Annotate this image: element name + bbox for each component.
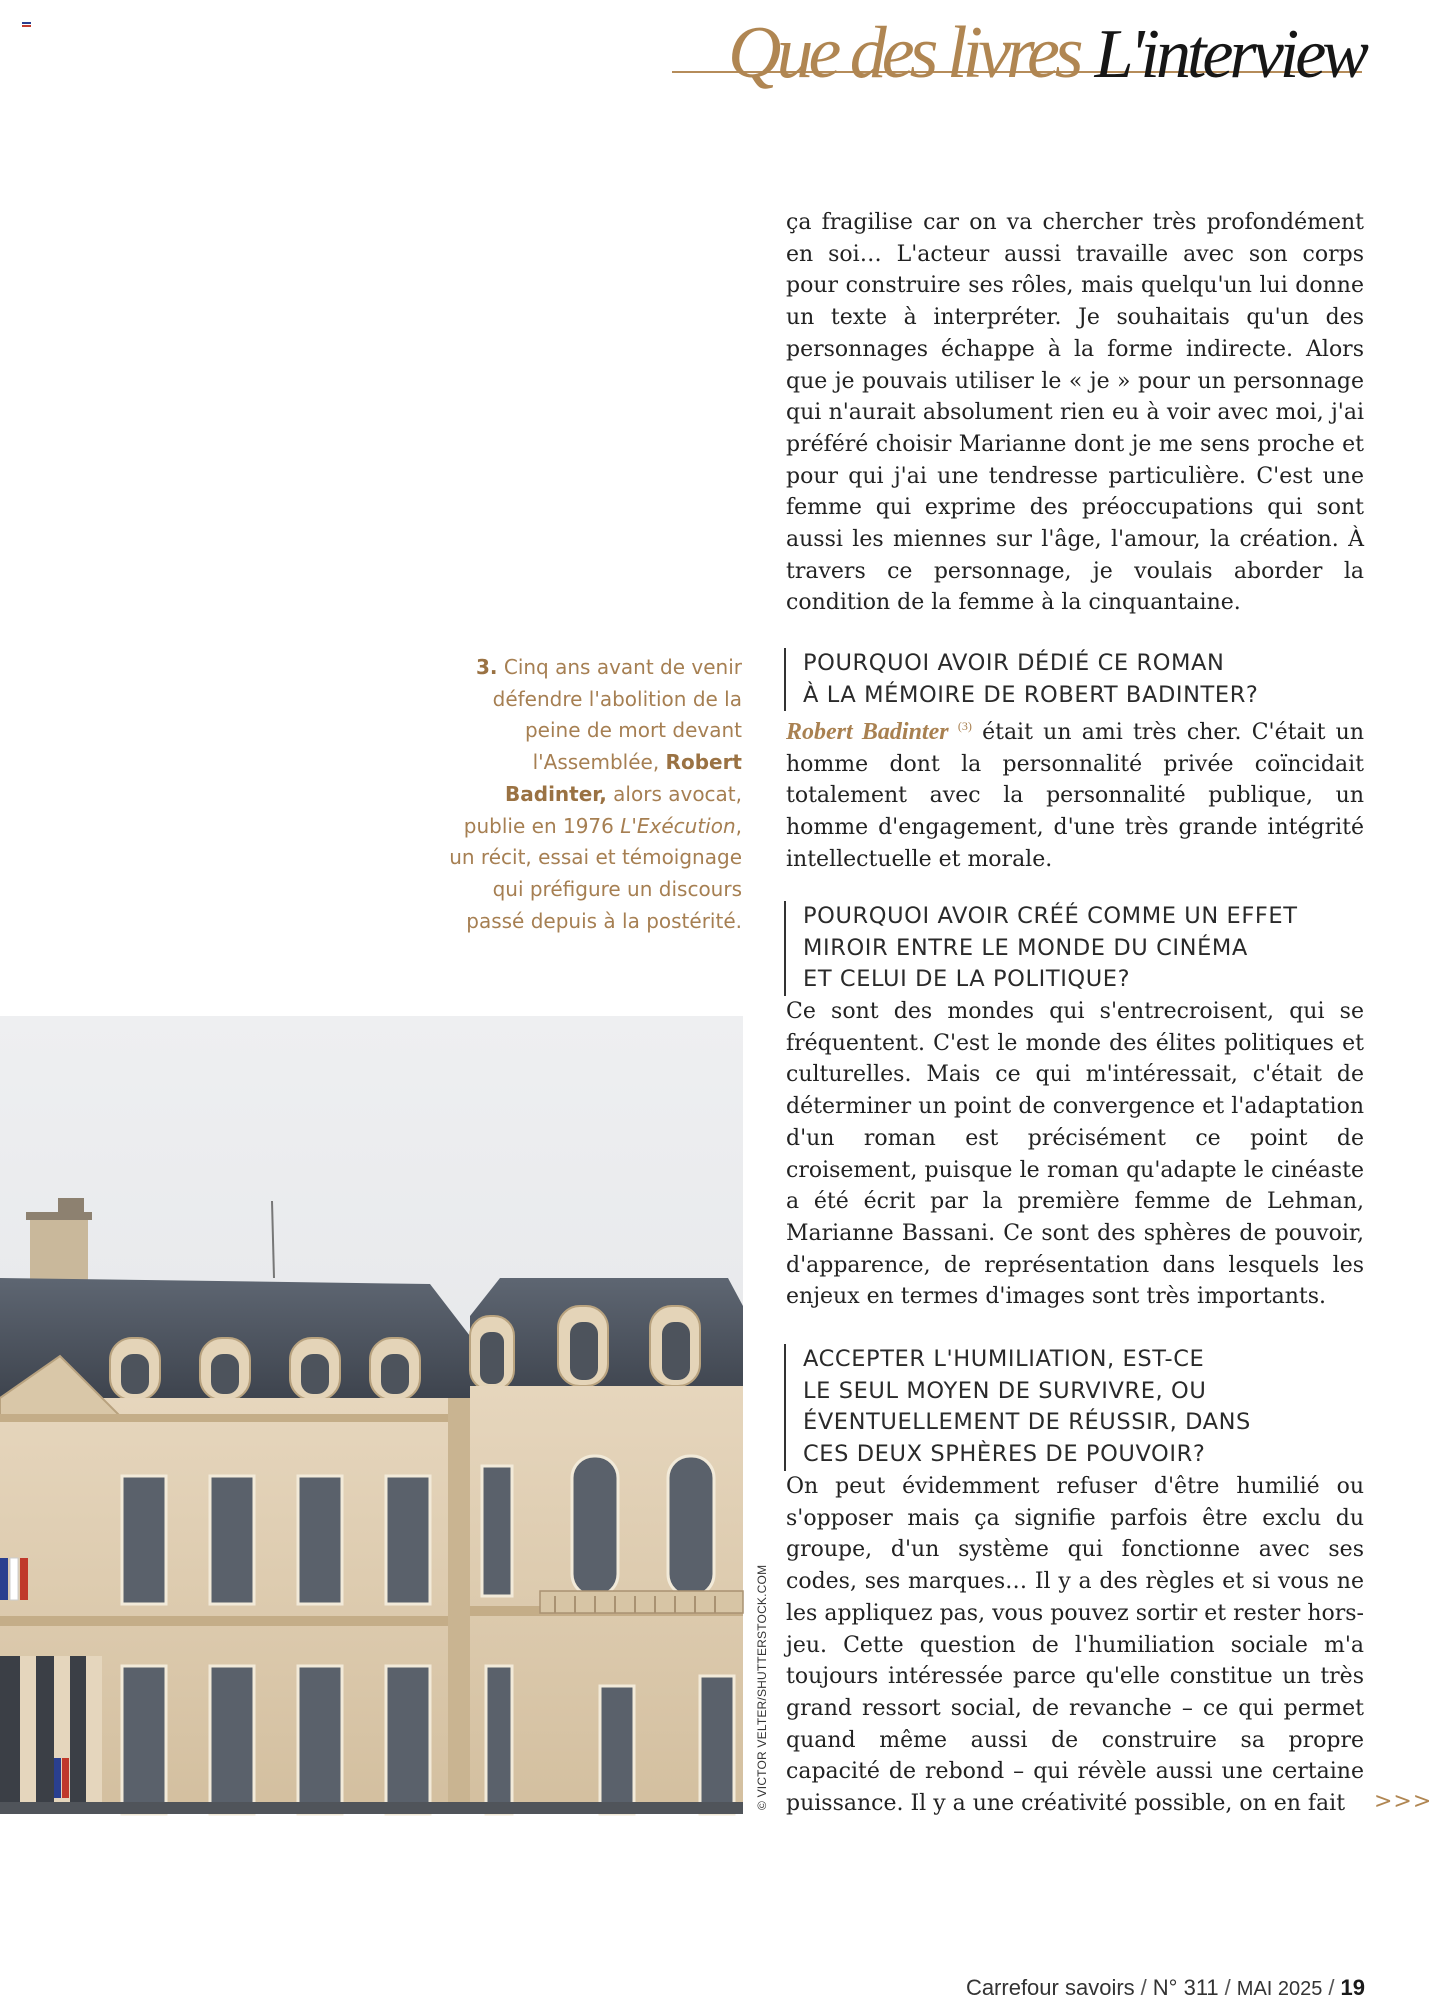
question-1: [784, 648, 1258, 711]
building-photo: [0, 1016, 743, 1814]
question-line: À LA MÉMOIRE DE ROBERT BADINTER?: [803, 681, 1259, 708]
question-line: ACCEPTER L'HUMILIATION, EST-CE: [803, 1346, 1205, 1372]
question-3: [784, 1344, 1251, 1471]
page-header: [728, 0, 1365, 94]
answer-2: Ce sont des mondes qui s'entrecroisent, qui se fréquentent. C'est le monde des élites politiques et culturelles. Mais ce qui m'intéressait, c'était de déterminer un point de convergence et l'adaptation d'un roman est précisément ce point de croisement, puisque le roman qu'adapte le cinéaste a été écrit par la première femme de Lehman, Marianne Bassani. Ce sont des sphères de pouvoir, d'apparence, de représentation dans lesquels les enjeux en termes d'images sont très importants.: [786, 999, 1364, 1310]
intro-paragraph: ça fragilise car on va chercher très profondément en soi… L'acteur aussi travaille avec son corps pour construire ses rôles, mais quelqu'un lui donne un texte à interpréter. Je souhaitais qu'un des personnages échappe à la forme indirecte. Alors que je pouvais utiliser le « je » pour un personnage qui n'aurait absolument rien eu à voir avec moi, j'ai préféré choisir Marianne dont je me sens proche et pour qui j'ai une tendresse particulière. C'est une femme qui exprime des préoccupations qui sont aussi les miennes sur l'âge, l'amour, la création. À travers ce personnage, je voulais aborder la condition de la femme à la cinquantaine.: [786, 210, 1364, 616]
page-footer: Carrefour savoirs / N° 311 / MAI 2025 / 19: [965, 1975, 1365, 2000]
question-2: [784, 901, 1298, 996]
answer-1: Robert Badinter $^{(3)}$ était un ami très cher. C'était un homme dont la personnalité privée coïncidait totalement avec la personnalité publique, un homme d'engagement, d'une très grande intégrité intellectuelle et morale.: [786, 719, 1365, 872]
caption-name: Robert Badinter,: [505, 750, 742, 806]
question-line: MIROIR ENTRE LE MONDE DU CINÉMA: [803, 934, 1248, 961]
caption-book: L'Exécution: [620, 813, 736, 838]
caption-number: 3.: [475, 655, 498, 679]
question-line: POURQUOI AVOIR DÉDIÉ CE ROMAN: [803, 650, 1225, 676]
answer-3: On peut évidemment refuser d'être humilié ou s'opposer mais ça signifie parfois être exclu du groupe, d'un système qui fonctionne avec ses codes, ses marques… Il y a des règles et si vous ne les appliquez pas, vous pouvez sortir et rester hors-jeu. Cette question de l'humiliation sociale m'a toujours intéressée parce qu'elle constitue un très grand ressort social, de revanche – ce qui permet quand même aussi de construire sa propre capacité de rebond – qui révèle aussi une certaine puissance. Il y a une créativité possible, on en fait: [786, 1474, 1364, 1817]
footnote-ref: (3): [957, 719, 972, 733]
flag-icon: [22, 22, 31, 29]
photo-caption: 3. Cinq ans avant de venir défendre l'abolition de la peine de mort devant l'Assemblée, Robert Badinter, alors avocat, publie en 1976 L'Exécution, un récit, essai et témoignage qui préfigure un discours passé depuis à la postérité.: [449, 655, 742, 933]
question-line: LE SEUL MOYEN DE SURVIVRE, OU: [803, 1377, 1207, 1404]
question-line: ET CELUI DE LA POLITIQUE?: [803, 966, 1131, 993]
answer-name: Robert Badinter $^{(3)}$: [786, 719, 972, 745]
footer-month: MAI 2025: [1236, 1978, 1323, 2000]
page-number: 19: [1340, 1975, 1365, 2000]
header-section: L'interview: [1094, 16, 1365, 93]
question-line: CES DEUX SPHÈRES DE POUVOIR?: [803, 1441, 1206, 1468]
question-line: POURQUOI AVOIR CRÉÉ COMME UN EFFET: [803, 903, 1298, 929]
footer-magazine: Carrefour savoirs: [965, 1975, 1135, 2000]
photo-credit: © VICTOR VELTER/SHUTTERSTOCK.COM: [755, 1564, 769, 1810]
footer-issue: N° 311: [1152, 1975, 1219, 2000]
continue-marker[interactable]: >>>: [1374, 1789, 1432, 1814]
question-line: ÉVENTUELLEMENT DE RÉUSSIR, DANS: [803, 1409, 1251, 1436]
header-brand: Que des livres: [728, 12, 1079, 94]
